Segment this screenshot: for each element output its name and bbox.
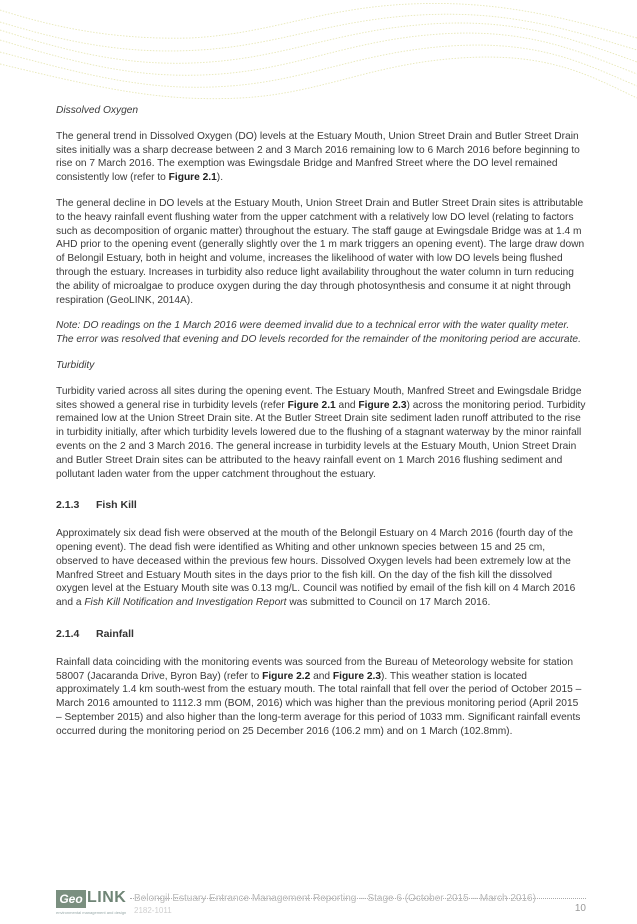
figure-ref: Figure 2.2 — [262, 670, 311, 682]
figure-ref: Figure 2.3 — [332, 670, 382, 682]
turbidity-paragraph: Turbidity varied across all sites during the opening event. The Estuary Mouth, Manfred Street and Ewingsdale Bridge sites showed a general rise in turbidity levels (refer Figure 2.1 and Figure 2.3) across the monitoring period. Turbidity remained low at the Union Street Drain site. At the Butler Street Drain site sediment laden runoff attributed to the rise in turbidity initially, after which turbidity levels lowered due to the flushing of a stagnant waterway by the minor rainfall events on the 2 and 3 March 2016. The general increase in turbidity levels at the Estuary Mouth, Union Street Drain and Butler Street Drain sites can be attributed to the heavy rainfall event on 1 March 2016 flushing sediment and pollutant laden water from the upper catchment throughout the estuary. — [56, 385, 586, 480]
dissolved-oxygen-heading: Dissolved Oxygen — [56, 105, 139, 116]
footer-document-title: Belongil Estuary Entrance Management Reporting – Stage 6 (October 2015 – March 2016) 2182-1011 — [134, 893, 536, 915]
section-number: 2.1.4 — [56, 627, 80, 640]
report-body — [56, 104, 586, 750]
dissolved-oxygen-paragraph-1: The general trend in Dissolved Oxygen (DO) levels at the Estuary Mouth, Union Street Drain and Butler Street Drain sites initially was a sharp decrease between 2 and 3 March 2016 remaining low to 6 March 2016 before beginning to rise on 7 March 2016. The exemption was Ewingsdale Bridge and Manfred Street where the DO level remained consistently low (refer to Figure 2.1). — [56, 130, 580, 184]
geolink-logo — [56, 889, 127, 915]
header-wave-decoration — [0, 0, 637, 110]
fish-kill-paragraph: Approximately six dead fish were observed at the mouth of the Belongil Estuary on 4 March 2016 (fourth day of the opening event). The dead fish were identified as Whiting and other unknown species between 15 and 25 cm, observed to have deceased within the previous few hours. Dissolved Oxygen levels had been extremely low at the Manfred Street and Estuary Mouth sites in the days prior to the fish kill. On the day of the fish kill the dissolved oxygen level at the Estuary Mouth site was 0.13 mg/L. Council was notified by email of the fish kill on 4 March 2016 and a Fish Kill Notification and Investigation Report was submitted to Council on 17 March 2016. — [56, 528, 576, 609]
figure-ref: Figure 2.1 — [287, 399, 336, 411]
rainfall-heading — [56, 628, 586, 642]
section-title: Fish Kill — [96, 499, 137, 512]
turbidity-heading: Turbidity — [56, 359, 95, 371]
dissolved-oxygen-paragraph-2: The general decline in DO levels at the Estuary Mouth, Union Street Drain and Butler Street Drain sites is attributable to the heavy rainfall event flushing water from the upper catchment with a relatively low DO level (relating to factors such as decomposition of organic matter) throughout the estuary. The staff gauge at Ewingsdale Bridge was at 1.4 m AHD prior to the opening event (generally slightly over the 1 m mark triggers an opening event). The large draw down of Belongil Estuary, both in height and volume, increases the likelihood of water with low DO levels being flushed through the estuary. Increases in turbidity also reduce light availability throughout the water column in turn reducing the ability of microalgae to produce oxygen during the day through photosynthesis and consume it at night through respiration (GeoLINK, 2014A). — [56, 197, 585, 306]
rainfall-paragraph: Rainfall data coinciding with the monitoring events was sourced from the Bureau of Meteorology website for station 58007 (Jacaranda Drive, Byron Bay) (refer to Figure 2.2 and Figure 2.3). This weather station is located approximately 1.4 km south-west from the estuary mouth. The total rainfall that fell over the period of October 2015 – March 2016 amounted to 1112.3 mm (BOM, 2016) which was higher than the previous monitoring period (April 2015 – September 2015) and also higher than the long-term average for this period of 1033 mm. Significant rainfall events occurred during the monitoring period on 25 December 2016 (106.2 mm) and on 1 March (102.8mm). — [56, 656, 582, 737]
figure-ref: Figure 2.3 — [358, 399, 407, 411]
dissolved-oxygen-note: Note: DO readings on the 1 March 2016 were deemed invalid due to a technical error with the water quality meter. The error was resolved that evening and DO levels recorded for the remainder of the monitoring period are accurate. — [56, 320, 581, 346]
section-number: 2.1.3 — [56, 499, 80, 512]
page-footer — [56, 884, 586, 920]
fish-kill-heading — [56, 499, 586, 513]
logo-link-text: LINK — [87, 889, 127, 906]
report-title: Fish Kill Notification and Investigation Report — [84, 597, 287, 609]
figure-ref: Figure 2.1 — [168, 172, 217, 184]
page-number: 10 — [574, 903, 586, 914]
logo-tagline: environmental management and design — [56, 910, 127, 915]
section-title: Rainfall — [96, 627, 134, 640]
logo-geo-block: Geo — [56, 890, 86, 908]
document-code: 2182-1011 — [134, 906, 172, 915]
